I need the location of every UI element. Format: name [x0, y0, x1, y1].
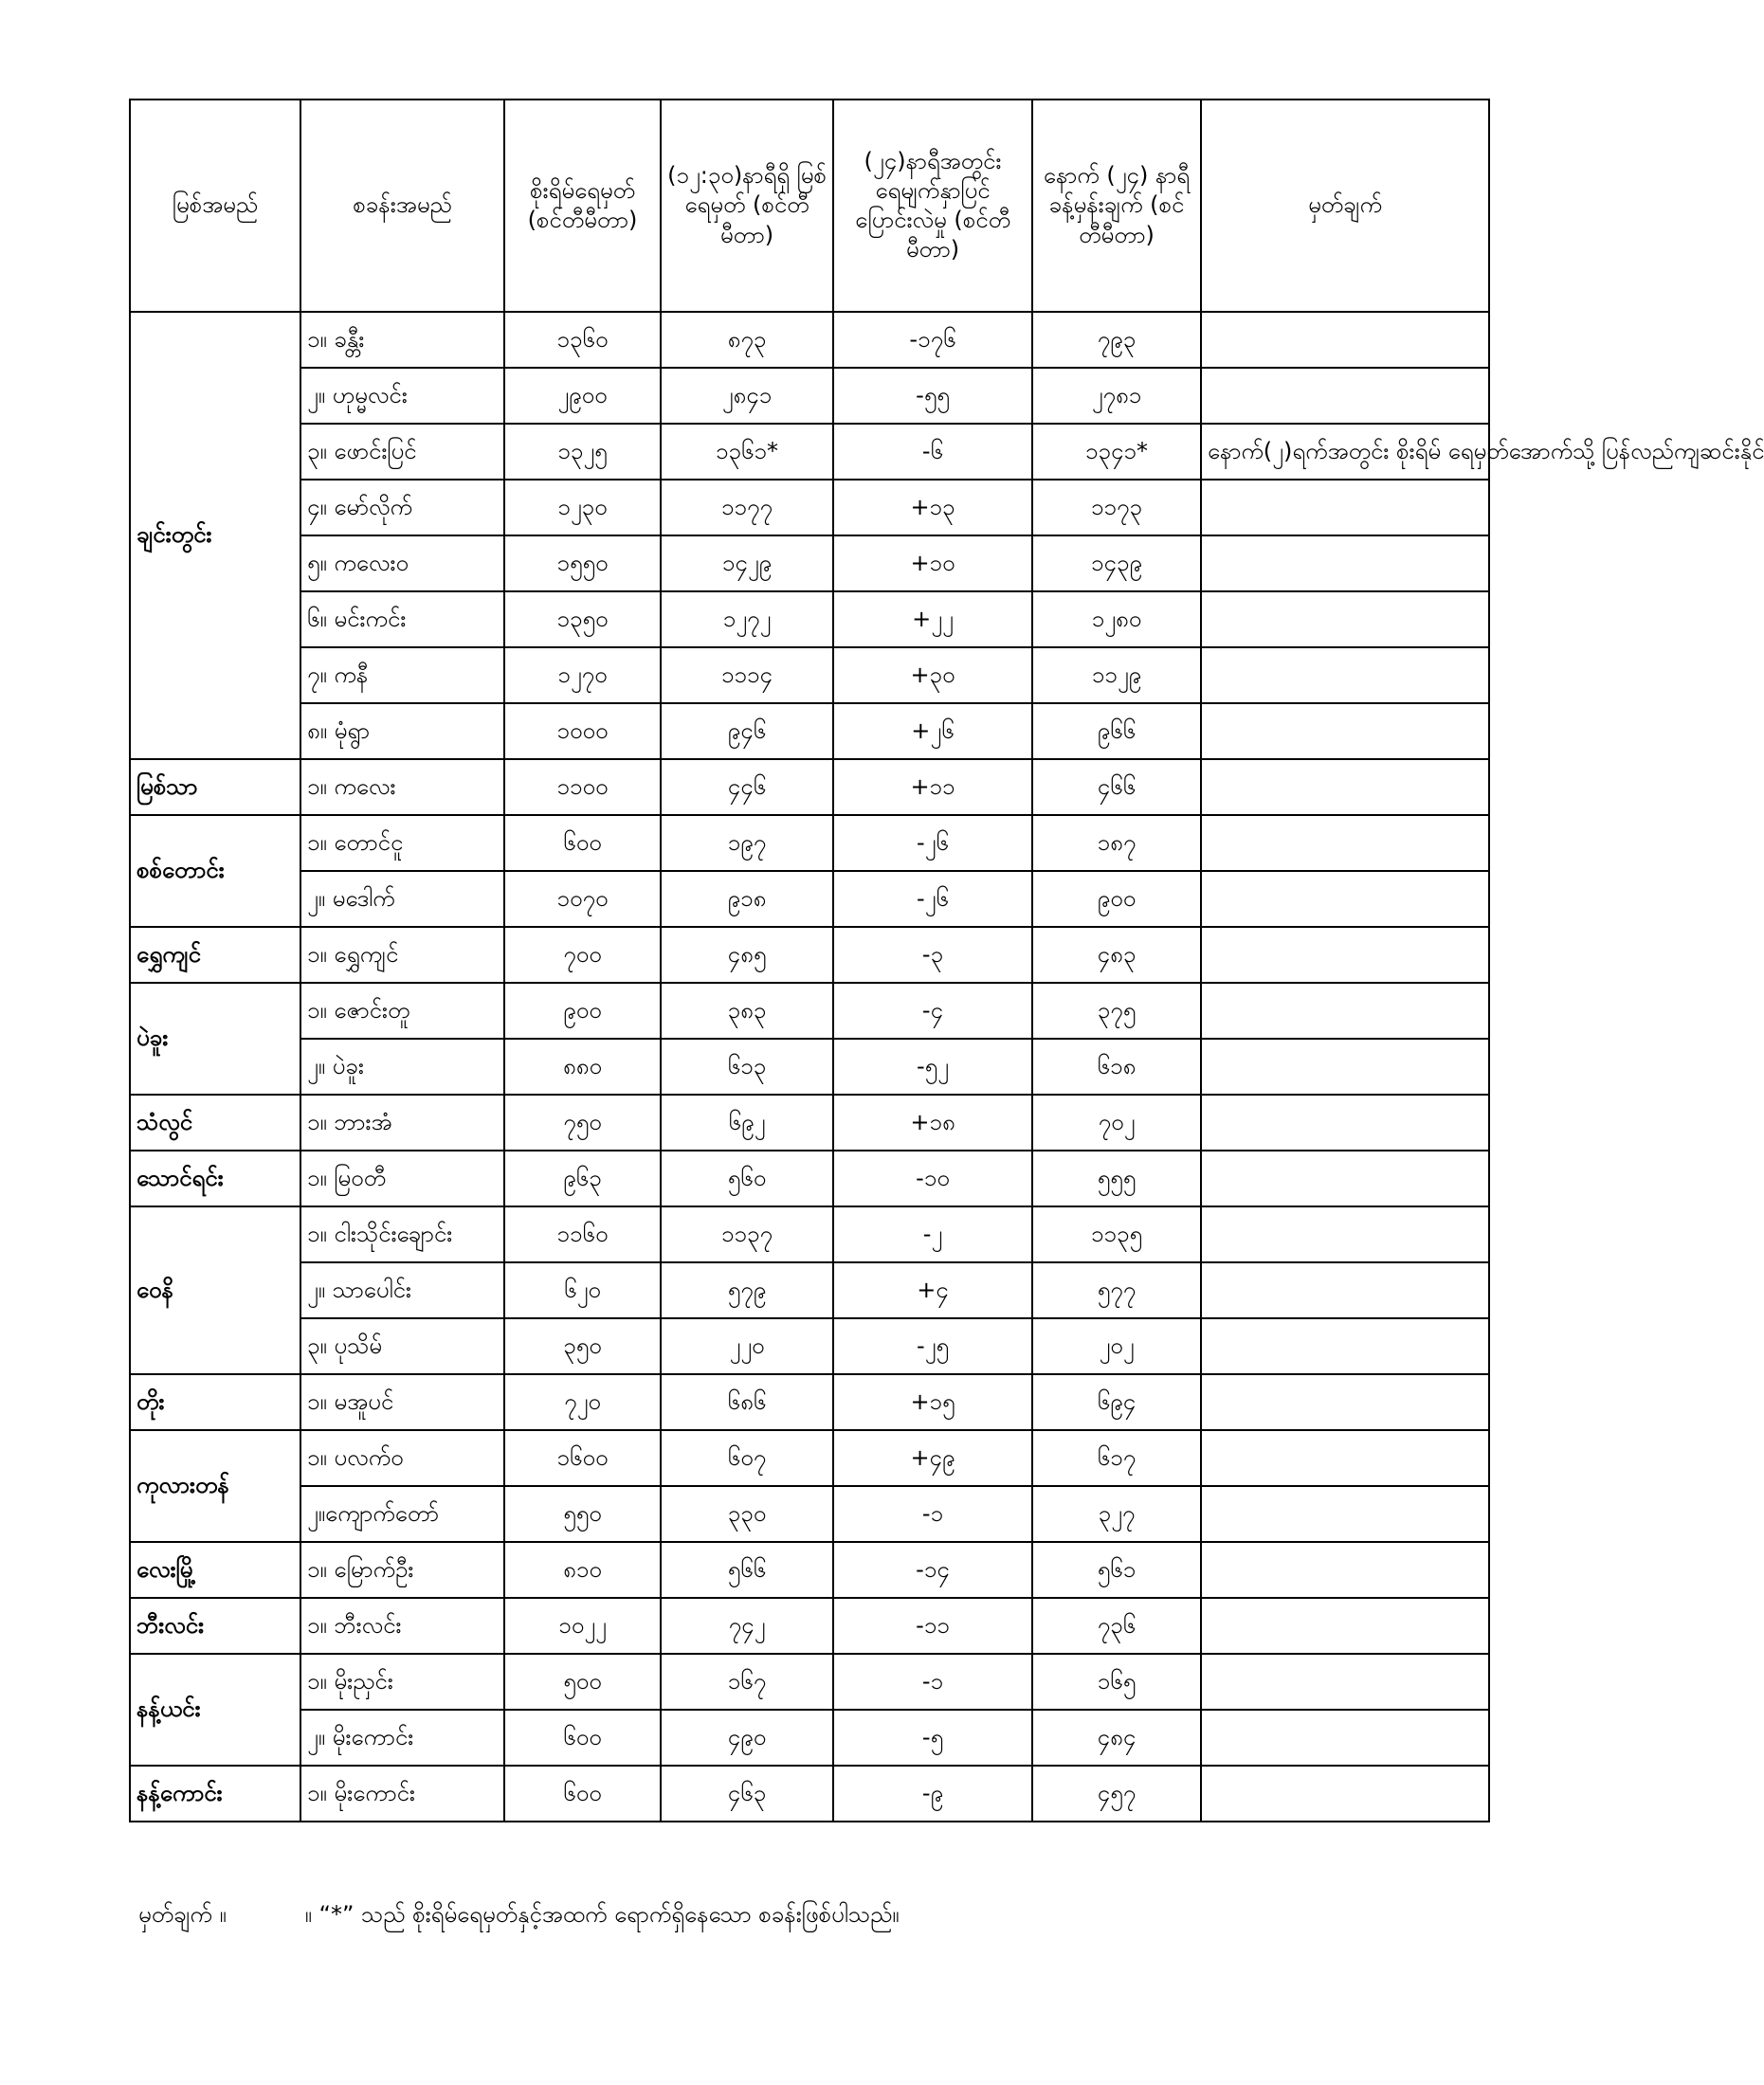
table-row	[130, 647, 1489, 703]
danger-level-cell: ၈၁၀	[504, 1542, 661, 1598]
change-cell: -၁၇၆	[833, 312, 1032, 368]
table-row	[130, 368, 1489, 424]
river-name-cell: မြစ်သာ	[130, 759, 300, 815]
forecast-cell: ၄၈၃	[1032, 927, 1201, 983]
remark-cell	[1201, 1318, 1489, 1374]
forecast-cell: ၃၂၇	[1032, 1486, 1201, 1542]
danger-level-cell: ၅၀၀	[504, 1654, 661, 1710]
table-row	[130, 1039, 1489, 1095]
current-level-cell: ၁၉၇	[661, 815, 833, 871]
station-cell: ၁။ ဇောင်းတူ	[300, 983, 504, 1039]
station-cell: ၁။ မြဝတီ	[300, 1151, 504, 1206]
current-level-cell: ၁၃၆၁*	[661, 424, 833, 480]
danger-level-cell: ၁၆၀၀	[504, 1430, 661, 1486]
table-row	[130, 1654, 1489, 1710]
remark-cell	[1201, 1710, 1489, 1766]
danger-level-cell: ၆၂၀	[504, 1262, 661, 1318]
danger-level-cell: ၅၅၀	[504, 1486, 661, 1542]
header-current-level: (၁၂:၃၀)နာရီရှိ မြစ်ရေမှတ် (စင်တီမီတာ)	[661, 100, 833, 312]
header-station-name: စခန်းအမည်	[300, 100, 504, 312]
station-cell: ၁။ မိုးညှင်း	[300, 1654, 504, 1710]
river-name-cell: ဘီးလင်း	[130, 1598, 300, 1654]
forecast-cell: ၉၆၆	[1032, 703, 1201, 759]
station-cell: ၁။ ဘီးလင်း	[300, 1598, 504, 1654]
forecast-cell: ၁၁၇၃	[1032, 480, 1201, 535]
header-24h-change: (၂၄)နာရီအတွင်း ရေမျက်နှာပြင် ပြောင်းလဲမှု (စင်တီမီတာ)	[833, 100, 1032, 312]
danger-level-cell: ၈၈၀	[504, 1039, 661, 1095]
table-row	[130, 480, 1489, 535]
table-row	[130, 815, 1489, 871]
river-name-cell: ရွှေကျင်	[130, 927, 300, 983]
remark-cell	[1201, 703, 1489, 759]
current-level-cell: ၄၈၅	[661, 927, 833, 983]
current-level-cell: ၄၉၀	[661, 1710, 833, 1766]
forecast-cell: ၇၉၃	[1032, 312, 1201, 368]
table-row	[130, 703, 1489, 759]
current-level-cell: ၁၂၇၂	[661, 591, 833, 647]
remark-cell	[1201, 591, 1489, 647]
current-level-cell: ၅၆၆	[661, 1542, 833, 1598]
river-name-cell: ချင်းတွင်း	[130, 312, 300, 759]
table-row	[130, 1766, 1489, 1822]
current-level-cell: ၄၆၃	[661, 1766, 833, 1822]
current-level-cell: ၇၄၂	[661, 1598, 833, 1654]
station-cell: ၆။ မင်းကင်း	[300, 591, 504, 647]
change-cell: +၂၂	[833, 591, 1032, 647]
change-cell: +၁၅	[833, 1374, 1032, 1430]
danger-level-cell: ၁၀၇၀	[504, 871, 661, 927]
current-level-cell: ၅၇၉	[661, 1262, 833, 1318]
change-cell: -၁၄	[833, 1542, 1032, 1598]
remark-cell	[1201, 1374, 1489, 1430]
remark-cell	[1201, 871, 1489, 927]
header-danger-level: စိုးရိမ်ရေမှတ် (စင်တီမီတာ)	[504, 100, 661, 312]
table-row	[130, 1095, 1489, 1151]
current-level-cell: ၈၇၃	[661, 312, 833, 368]
current-level-cell: ၂၈၄၁	[661, 368, 833, 424]
change-cell: +၁၁	[833, 759, 1032, 815]
forecast-cell: ၁၆၅	[1032, 1654, 1201, 1710]
change-cell: -၂၆	[833, 815, 1032, 871]
remark-cell	[1201, 1262, 1489, 1318]
station-cell: ၃။ ဖောင်းပြင်	[300, 424, 504, 480]
table-row	[130, 1710, 1489, 1766]
forecast-cell: ၆၁၇	[1032, 1430, 1201, 1486]
footnote	[138, 1899, 900, 1933]
danger-level-cell: ၁၃၆၀	[504, 312, 661, 368]
current-level-cell: ၁၁၇၇	[661, 480, 833, 535]
forecast-cell: ၅၅၅	[1032, 1151, 1201, 1206]
danger-level-cell: ၇၀၀	[504, 927, 661, 983]
danger-level-cell: ၆၀၀	[504, 1710, 661, 1766]
river-name-cell: စစ်တောင်း	[130, 815, 300, 927]
change-cell: -၁	[833, 1486, 1032, 1542]
forecast-cell: ၂၀၂	[1032, 1318, 1201, 1374]
current-level-cell: ၉၄၆	[661, 703, 833, 759]
change-cell: -၅	[833, 1710, 1032, 1766]
river-name-cell: ဝေနိ	[130, 1206, 300, 1374]
station-cell: ၁။ ရွှေကျင်	[300, 927, 504, 983]
current-level-cell: ၆၀၇	[661, 1430, 833, 1486]
remark-cell	[1201, 983, 1489, 1039]
change-cell: +၂၆	[833, 703, 1032, 759]
change-cell: +၁၀	[833, 535, 1032, 591]
danger-level-cell: ၇၂၀	[504, 1374, 661, 1430]
station-cell: ၁။ တောင်ငူ	[300, 815, 504, 871]
river-level-table	[129, 99, 1764, 1822]
current-level-cell: ၂၂၀	[661, 1318, 833, 1374]
danger-level-cell: ၆၀၀	[504, 1766, 661, 1822]
remark-cell	[1201, 1095, 1489, 1151]
remark-cell	[1201, 1039, 1489, 1095]
forecast-cell: ၇၃၆	[1032, 1598, 1201, 1654]
river-name-cell: နန့်ယင်း	[130, 1654, 300, 1766]
table-row	[130, 1598, 1489, 1654]
header-remark: မှတ်ချက်	[1201, 100, 1489, 312]
table-row	[130, 1151, 1489, 1206]
change-cell: -၂၆	[833, 871, 1032, 927]
danger-level-cell: ၉၀၀	[504, 983, 661, 1039]
forecast-cell: ၁၁၃၅	[1032, 1206, 1201, 1262]
remark-cell	[1201, 1598, 1489, 1654]
remark-cell	[1201, 1486, 1489, 1542]
river-name-cell: ပဲခူး	[130, 983, 300, 1095]
forecast-cell: ၆၁၈	[1032, 1039, 1201, 1095]
remark-cell	[1201, 1654, 1489, 1710]
remark-cell	[1201, 927, 1489, 983]
station-cell: ၄။ မော်လိုက်	[300, 480, 504, 535]
current-level-cell: ၁၆၇	[661, 1654, 833, 1710]
forecast-cell: ၁၁၂၉	[1032, 647, 1201, 703]
forecast-cell: ၁၄၃၉	[1032, 535, 1201, 591]
river-name-cell: တိုး	[130, 1374, 300, 1430]
station-cell: ၂။ကျောက်တော်	[300, 1486, 504, 1542]
station-cell: ၇။ ကနီ	[300, 647, 504, 703]
danger-level-cell: ၉၆၃	[504, 1151, 661, 1206]
footnote-text: ။ “*” သည် စိုးရိမ်ရေမှတ်နှင့်အထက် ရောက်ရှိနေသော စခန်းဖြစ်ပါသည်။	[304, 1901, 900, 1928]
forecast-cell: ၄၅၇	[1032, 1766, 1201, 1822]
remark-cell	[1201, 1206, 1489, 1262]
river-name-cell: သံလွင်	[130, 1095, 300, 1151]
station-cell: ၂။ မဒေါက်	[300, 871, 504, 927]
station-cell: ၁။ ငါးသိုင်းချောင်း	[300, 1206, 504, 1262]
station-cell: ၂။ မိုးကောင်း	[300, 1710, 504, 1766]
river-name-cell: ကုလားတန်	[130, 1430, 300, 1542]
change-cell: -၂၅	[833, 1318, 1032, 1374]
danger-level-cell: ၁၃၂၅	[504, 424, 661, 480]
table-row	[130, 983, 1489, 1039]
river-name-cell: လေးမြို့	[130, 1542, 300, 1598]
table-row	[130, 1206, 1489, 1262]
change-cell: -၁၀	[833, 1151, 1032, 1206]
station-cell: ၅။ ကလေးဝ	[300, 535, 504, 591]
danger-level-cell: ၁၁၆၀	[504, 1206, 661, 1262]
danger-level-cell: ၁၀၂၂	[504, 1598, 661, 1654]
change-cell: -၁၁	[833, 1598, 1032, 1654]
danger-level-cell: ၁၅၅၀	[504, 535, 661, 591]
change-cell: +၄၉	[833, 1430, 1032, 1486]
station-cell: ၁။ ဘားအံ	[300, 1095, 504, 1151]
station-cell: ၂။ သာပေါင်း	[300, 1262, 504, 1318]
forecast-cell: ၅၆၁	[1032, 1542, 1201, 1598]
table-row	[130, 871, 1489, 927]
current-level-cell: ၆၈၆	[661, 1374, 833, 1430]
change-cell: +၃၀	[833, 647, 1032, 703]
header-24h-forecast: နောက် (၂၄) နာရီ ခန့်မှန်းချက် (စင်တီမီတာ)	[1032, 100, 1201, 312]
forecast-cell: ၅၇၇	[1032, 1262, 1201, 1318]
change-cell: -၂	[833, 1206, 1032, 1262]
danger-level-cell: ၁၃၅၀	[504, 591, 661, 647]
station-cell: ၂။ ပဲခူး	[300, 1039, 504, 1095]
change-cell: -၉	[833, 1766, 1032, 1822]
table-row	[130, 424, 1489, 480]
forecast-cell: ၆၉၄	[1032, 1374, 1201, 1430]
forecast-cell: ၇၀၂	[1032, 1095, 1201, 1151]
station-cell: ၁။ မိုးကောင်း	[300, 1766, 504, 1822]
forecast-cell: ၁၃၄၁*	[1032, 424, 1201, 480]
danger-level-cell: ၃၅၀	[504, 1318, 661, 1374]
station-cell: ၃။ ပုသိမ်	[300, 1318, 504, 1374]
change-cell: +၄	[833, 1262, 1032, 1318]
change-cell: -၁	[833, 1654, 1032, 1710]
table-row	[130, 1542, 1489, 1598]
remark-cell	[1201, 535, 1489, 591]
forecast-cell: ၁၂၈၀	[1032, 591, 1201, 647]
station-cell: ၁။ ကလေး	[300, 759, 504, 815]
danger-level-cell: ၁၀၀၀	[504, 703, 661, 759]
forecast-cell: ၂၇၈၁	[1032, 368, 1201, 424]
current-level-cell: ၅၆၀	[661, 1151, 833, 1206]
change-cell: -၃	[833, 927, 1032, 983]
remark-cell	[1201, 1766, 1489, 1822]
station-cell: ၁။ မြောက်ဦး	[300, 1542, 504, 1598]
remark-cell	[1201, 647, 1489, 703]
danger-level-cell: ၆၀၀	[504, 815, 661, 871]
river-name-cell: သောင်ရင်း	[130, 1151, 300, 1206]
danger-level-cell: ၁၁၀၀	[504, 759, 661, 815]
remark-cell	[1201, 312, 1489, 368]
change-cell: -၅၂	[833, 1039, 1032, 1095]
table-row	[130, 1486, 1489, 1542]
remark-cell	[1201, 1430, 1489, 1486]
table-row	[130, 1430, 1489, 1486]
remark-cell	[1201, 1151, 1489, 1206]
table-row	[130, 759, 1489, 815]
station-cell: ၁။ ပလက်ဝ	[300, 1430, 504, 1486]
danger-level-cell: ၇၅၀	[504, 1095, 661, 1151]
current-level-cell: ၁၁၁၄	[661, 647, 833, 703]
station-cell: ၂။ ဟုမ္မလင်း	[300, 368, 504, 424]
danger-level-cell: ၂၉၀၀	[504, 368, 661, 424]
change-cell: +၁၃	[833, 480, 1032, 535]
header-river-name: မြစ်အမည်	[130, 100, 300, 312]
change-cell: -၄	[833, 983, 1032, 1039]
forecast-cell: ၁၈၇	[1032, 815, 1201, 871]
current-level-cell: ၆၁၃	[661, 1039, 833, 1095]
danger-level-cell: ၁၂၇၀	[504, 647, 661, 703]
current-level-cell: ၉၁၈	[661, 871, 833, 927]
current-level-cell: ၆၉၂	[661, 1095, 833, 1151]
table-row	[130, 1374, 1489, 1430]
forecast-cell: ၉၀၀	[1032, 871, 1201, 927]
forecast-cell: ၄၈၄	[1032, 1710, 1201, 1766]
station-cell: ၈။ မုံရွာ	[300, 703, 504, 759]
current-level-cell: ၁၄၂၉	[661, 535, 833, 591]
change-cell: +၁၈	[833, 1095, 1032, 1151]
current-level-cell: ၃၃၀	[661, 1486, 833, 1542]
change-cell: -၆	[833, 424, 1032, 480]
remark-cell	[1201, 1542, 1489, 1598]
remark-cell	[1201, 759, 1489, 815]
current-level-cell: ၁၁၃၇	[661, 1206, 833, 1262]
table-row	[130, 927, 1489, 983]
table-row	[130, 1262, 1489, 1318]
table-body	[130, 312, 1764, 1822]
remark-cell	[1201, 368, 1489, 424]
station-cell: ၁။ မအူပင်	[300, 1374, 504, 1430]
station-cell: ၁။ ခန္တီး	[300, 312, 504, 368]
change-cell: -၅၅	[833, 368, 1032, 424]
remark-cell: နောက်(၂)ရက်အတွင်း စိုးရိမ် ရေမှတ်အောက်သို့ ပြန်လည်ကျဆင်းနိုင်	[1201, 424, 1489, 480]
table-row	[130, 312, 1489, 368]
table-row	[130, 591, 1489, 647]
forecast-cell: ၃၇၅	[1032, 983, 1201, 1039]
danger-level-cell: ၁၂၃၀	[504, 480, 661, 535]
current-level-cell: ၄၄၆	[661, 759, 833, 815]
remark-cell	[1201, 480, 1489, 535]
remark-cell	[1201, 815, 1489, 871]
table-row	[130, 535, 1489, 591]
forecast-cell: ၄၆၆	[1032, 759, 1201, 815]
river-name-cell: နန့်ကောင်း	[130, 1766, 300, 1822]
footnote-label: မှတ်ချက် ။	[138, 1901, 227, 1928]
header-row	[130, 100, 1489, 312]
current-level-cell: ၃၈၃	[661, 983, 833, 1039]
table-row	[130, 1318, 1489, 1374]
